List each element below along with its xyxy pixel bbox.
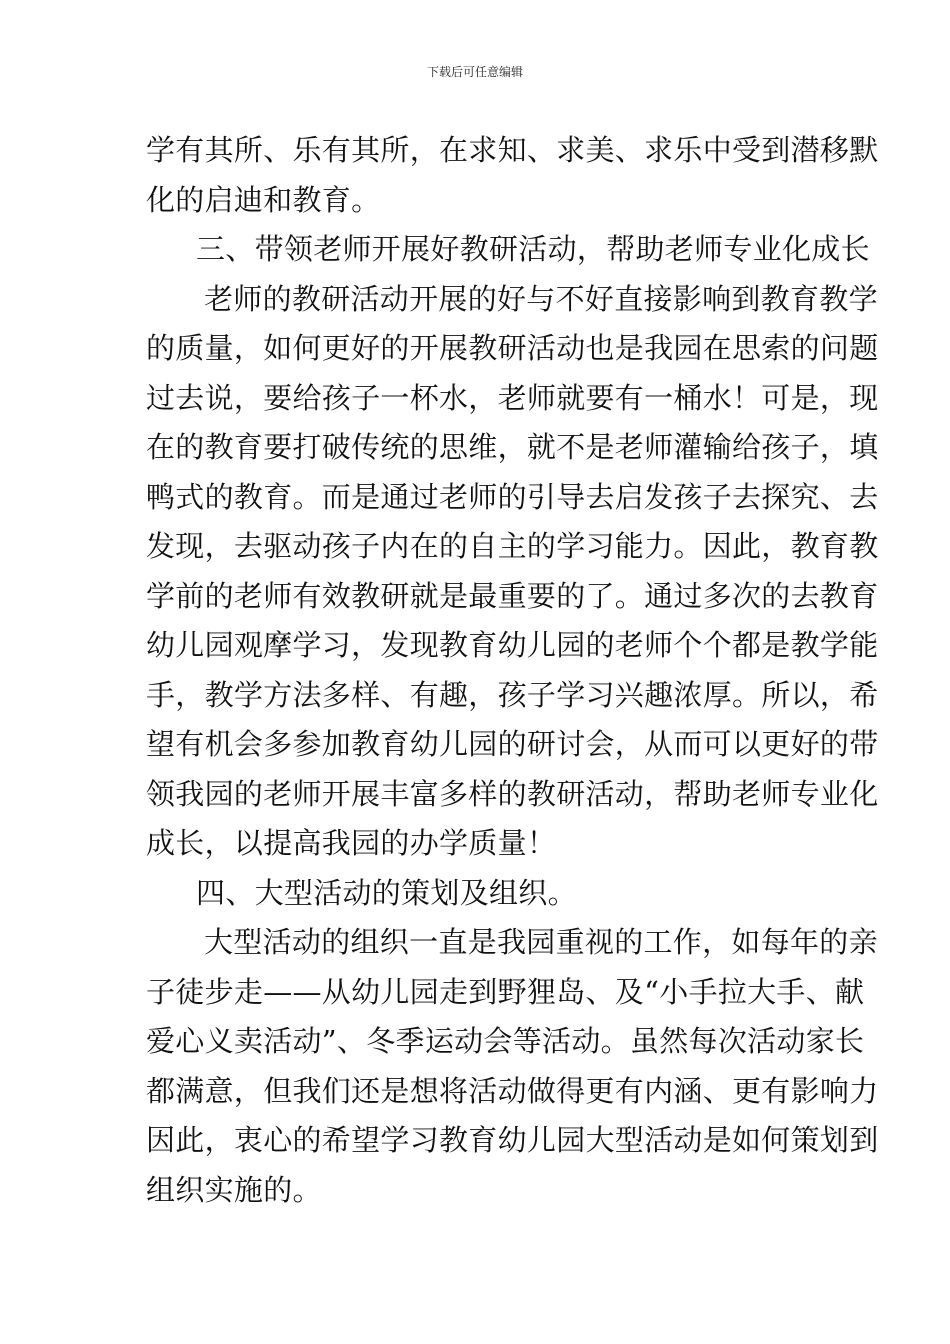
text-line: 幼儿园观摩学习，发现教育幼儿园的老师个个都是教学能	[146, 628, 879, 662]
text-line: 手，教学方法多样、有趣，孩子学习兴趣浓厚。所以，希	[146, 677, 879, 712]
page-header-note: 下载后可任意编辑	[426, 65, 523, 79]
text-line: 在的教育要打破传统的思维，就不是老师灌输给孩子，填	[146, 430, 879, 464]
text-line: 过去说，要给孩子一杯水，老师就要有一桶水！可是，现	[146, 380, 879, 415]
text-line: 发现，去驱动孩子内在的自主的学习能力。因此，教育教	[146, 529, 879, 563]
text-line: 大型活动的组织一直是我园重视的工作，如每年的亲	[204, 925, 878, 959]
text-line: 子徒步走——从幼儿园走到野狸岛、及“小手拉大手、献	[146, 974, 865, 1009]
text-line: 学前的老师有效教研就是最重要的了。通过多次的去教育	[146, 578, 879, 613]
text-line: 的质量，如何更好的开展教研活动也是我园在思索的问题	[146, 331, 879, 365]
text-line: 鸭式的教育。而是通过老师的引导去启发孩子去探究、去	[146, 479, 879, 514]
text-line: 老师的教研活动开展的好与不好直接影响到教育教学	[204, 281, 878, 316]
document-body	[146, 126, 879, 1215]
text-line: 领我园的老师开展丰富多样的教研活动，帮助老师专业化	[146, 776, 879, 811]
text-line: 组织实施的。	[146, 1172, 322, 1207]
text-line: 因此，衷心的希望学习教育幼儿园大型活动是如何策划到	[146, 1123, 879, 1157]
text-line: 化的启迪和教育。	[146, 182, 381, 217]
text-line: 学有其所、乐有其所，在求知、求美、求乐中受到潜移默	[146, 133, 879, 167]
section-heading-4: 四、大型活动的策划及组织。	[196, 875, 577, 910]
text-line: 爱心义卖活动”、冬季运动会等活动。虽然每次活动家长	[146, 1024, 865, 1058]
text-line: 成长，以提高我园的办学质量！	[146, 826, 557, 860]
text-line: 都满意，但我们还是想将活动做得更有内涵、更有影响力	[146, 1073, 879, 1108]
text-line: 望有机会多参加教育幼儿园的研讨会，从而可以更好的带	[146, 727, 879, 761]
section-heading-3: 三、带领老师开展好教研活动，帮助老师专业化成长	[196, 232, 870, 266]
